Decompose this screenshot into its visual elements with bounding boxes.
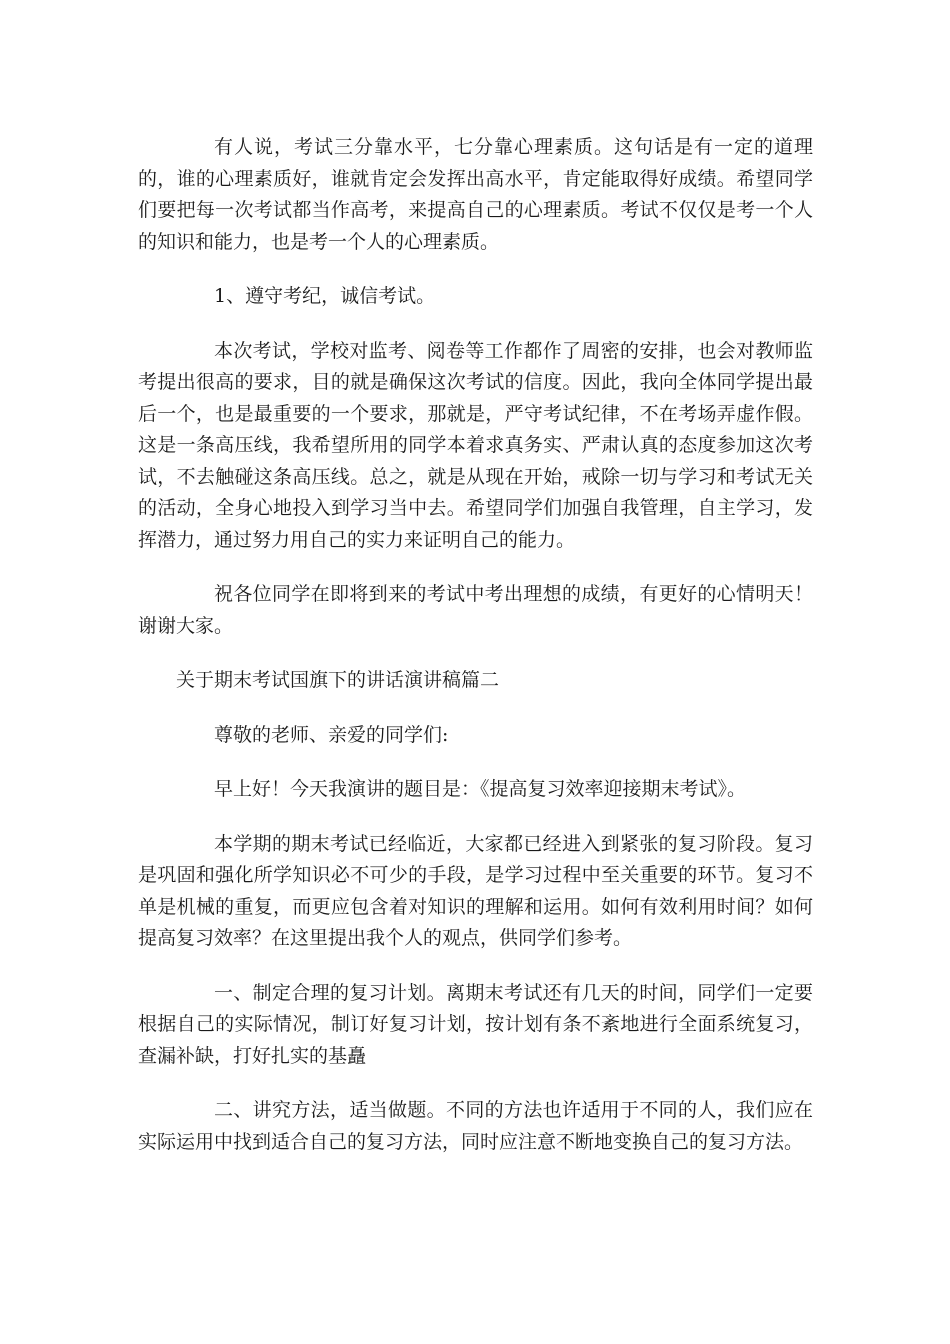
document-page xyxy=(138,132,813,1181)
section-heading: 关于期末考试国旗下的讲话演讲稿篇二 xyxy=(176,669,500,691)
paragraph-rule-1: 1、遵守考纪，诚信考试。 xyxy=(214,285,436,307)
paragraph-exam-discipline: 本次考试，学校对监考、阅卷等工作都作了周密的安排，也会对教师监考提出很高的要求，目的就是确保这次考试的信度。因此，我向全体同学提出最后一个，也是最重要的一个要求，那就是，严守考试纪律，不在考场弄虚作假。这是一条高压线，我希望所用的同学本着求真务实、严肃认真的态度参加这次考试，不去触碰这条高压线。总之，就是从现在开始，戒除一切与学习和考试无关的活动，全身心地投入到学习当中去。希望同学们加强自我管理，自主学习，发挥潜力，通过努力用自己的实力来证明自己的能力。 xyxy=(138,339,813,551)
paragraph-greeting: 尊敬的老师、亲爱的同学们: xyxy=(214,723,449,746)
paragraph-intro: 本学期的期末考试已经临近，大家都已经进入到紧张的复习阶段。复习是巩固和强化所学知识必不可少的手段，是学习过程中至关重要的环节。复习不单是机械的重复，而更应包含着对知识的理解和运用。如何有效利用时间？如何提高复习效率？在这里提出我个人的观点，供同学们参考。 xyxy=(138,832,813,949)
paragraph-closing: 祝各位同学在即将到来的考试中考出理想的成绩，有更好的心情明天！谢谢大家。 xyxy=(138,583,813,637)
paragraph-topic: 早上好！今天我演讲的题目是：《提高复习效率迎接期末考试》。 xyxy=(214,778,747,800)
paragraph-point-1: 一、制定合理的复习计划。离期末考试还有几天的时间，同学们一定要根据自己的实际情况，制订好复习计划，按计划有条不紊地进行全面系统复习，查漏补缺，打好扎实的基矗 xyxy=(138,981,813,1067)
paragraph-psychology: 有人说，考试三分靠水平，七分靠心理素质。这句话是有一定的道理的，谁的心理素质好，谁就肯定会发挥出高水平，肯定能取得好成绩。希望同学们要把每一次考试都当作高考，来提高自己的心理素质。考试不仅仅是考一个人的知识和能力，也是考一个人的心理素质。 xyxy=(138,136,813,253)
paragraph-point-2: 二、讲究方法，适当做题。不同的方法也许适用于不同的人，我们应在实际运用中找到适合自己的复习方法，同时应注意不断地变换自己的复习方法。 xyxy=(138,1099,813,1153)
